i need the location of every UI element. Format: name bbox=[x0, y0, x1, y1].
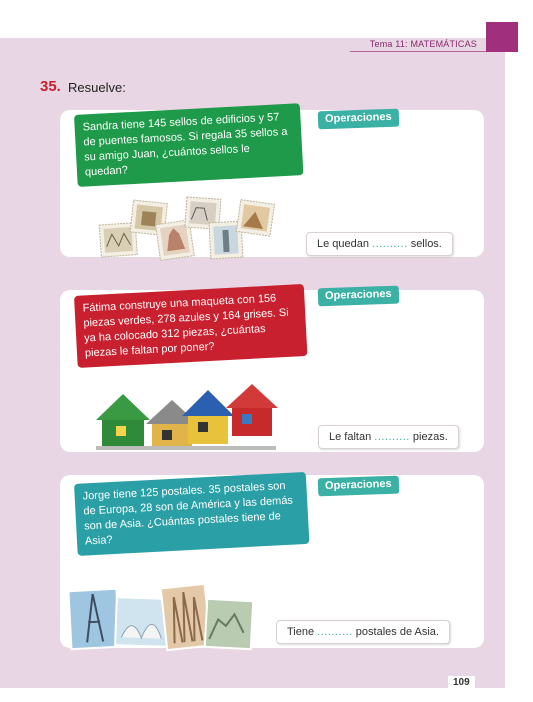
block-houses-illustration bbox=[96, 380, 286, 452]
answer-box-3[interactable] bbox=[276, 620, 450, 644]
operations-label-1: Operaciones bbox=[318, 109, 399, 130]
answer-suffix-2: piezas. bbox=[412, 431, 448, 443]
answer-box-2[interactable] bbox=[318, 425, 459, 449]
answer-blank-3[interactable]: .......... bbox=[317, 626, 353, 638]
operations-label-2: Operaciones bbox=[318, 286, 399, 307]
stamps-illustration bbox=[96, 196, 276, 262]
answer-prefix-1: Le quedan bbox=[317, 238, 369, 250]
page-number: 109 bbox=[448, 676, 475, 689]
header-divider bbox=[350, 51, 486, 52]
answer-box-1[interactable] bbox=[306, 232, 453, 256]
problem-text-1: Sandra tiene 145 sellos de edificios y 57 de puentes famosos. Si regala 35 sellos a su amigo Juan, ¿cuántos sellos le quedan? bbox=[74, 103, 303, 187]
problem-text-2: Fátima construye una maqueta con 156 piezas verdes, 278 azules y 164 grises. Si ya ha colocado 312 piezas, ¿cuántas piezas le faltan por poner? bbox=[74, 284, 307, 368]
problem-text-3: Jorge tiene 125 postales. 35 postales son de Europa, 28 son de América y las demás son de Asia. ¿Cuántas postales tiene de Asia? bbox=[74, 472, 309, 556]
operations-label-3: Operaciones bbox=[318, 476, 399, 497]
answer-prefix-3: Tiene bbox=[287, 626, 315, 638]
exercise-number: 35. bbox=[40, 78, 61, 95]
answer-suffix-1: sellos. bbox=[410, 238, 442, 250]
postcards-illustration bbox=[68, 580, 258, 652]
corner-tab bbox=[486, 22, 518, 52]
topic-header: Tema 11: MATEMÁTICAS bbox=[369, 39, 477, 49]
exercise-instruction: Resuelve: bbox=[68, 80, 126, 95]
answer-suffix-3: postales de Asia. bbox=[355, 626, 439, 638]
answer-blank-1[interactable]: .......... bbox=[372, 238, 408, 250]
answer-prefix-2: Le faltan bbox=[329, 431, 372, 443]
answer-blank-2[interactable]: .......... bbox=[374, 431, 410, 443]
